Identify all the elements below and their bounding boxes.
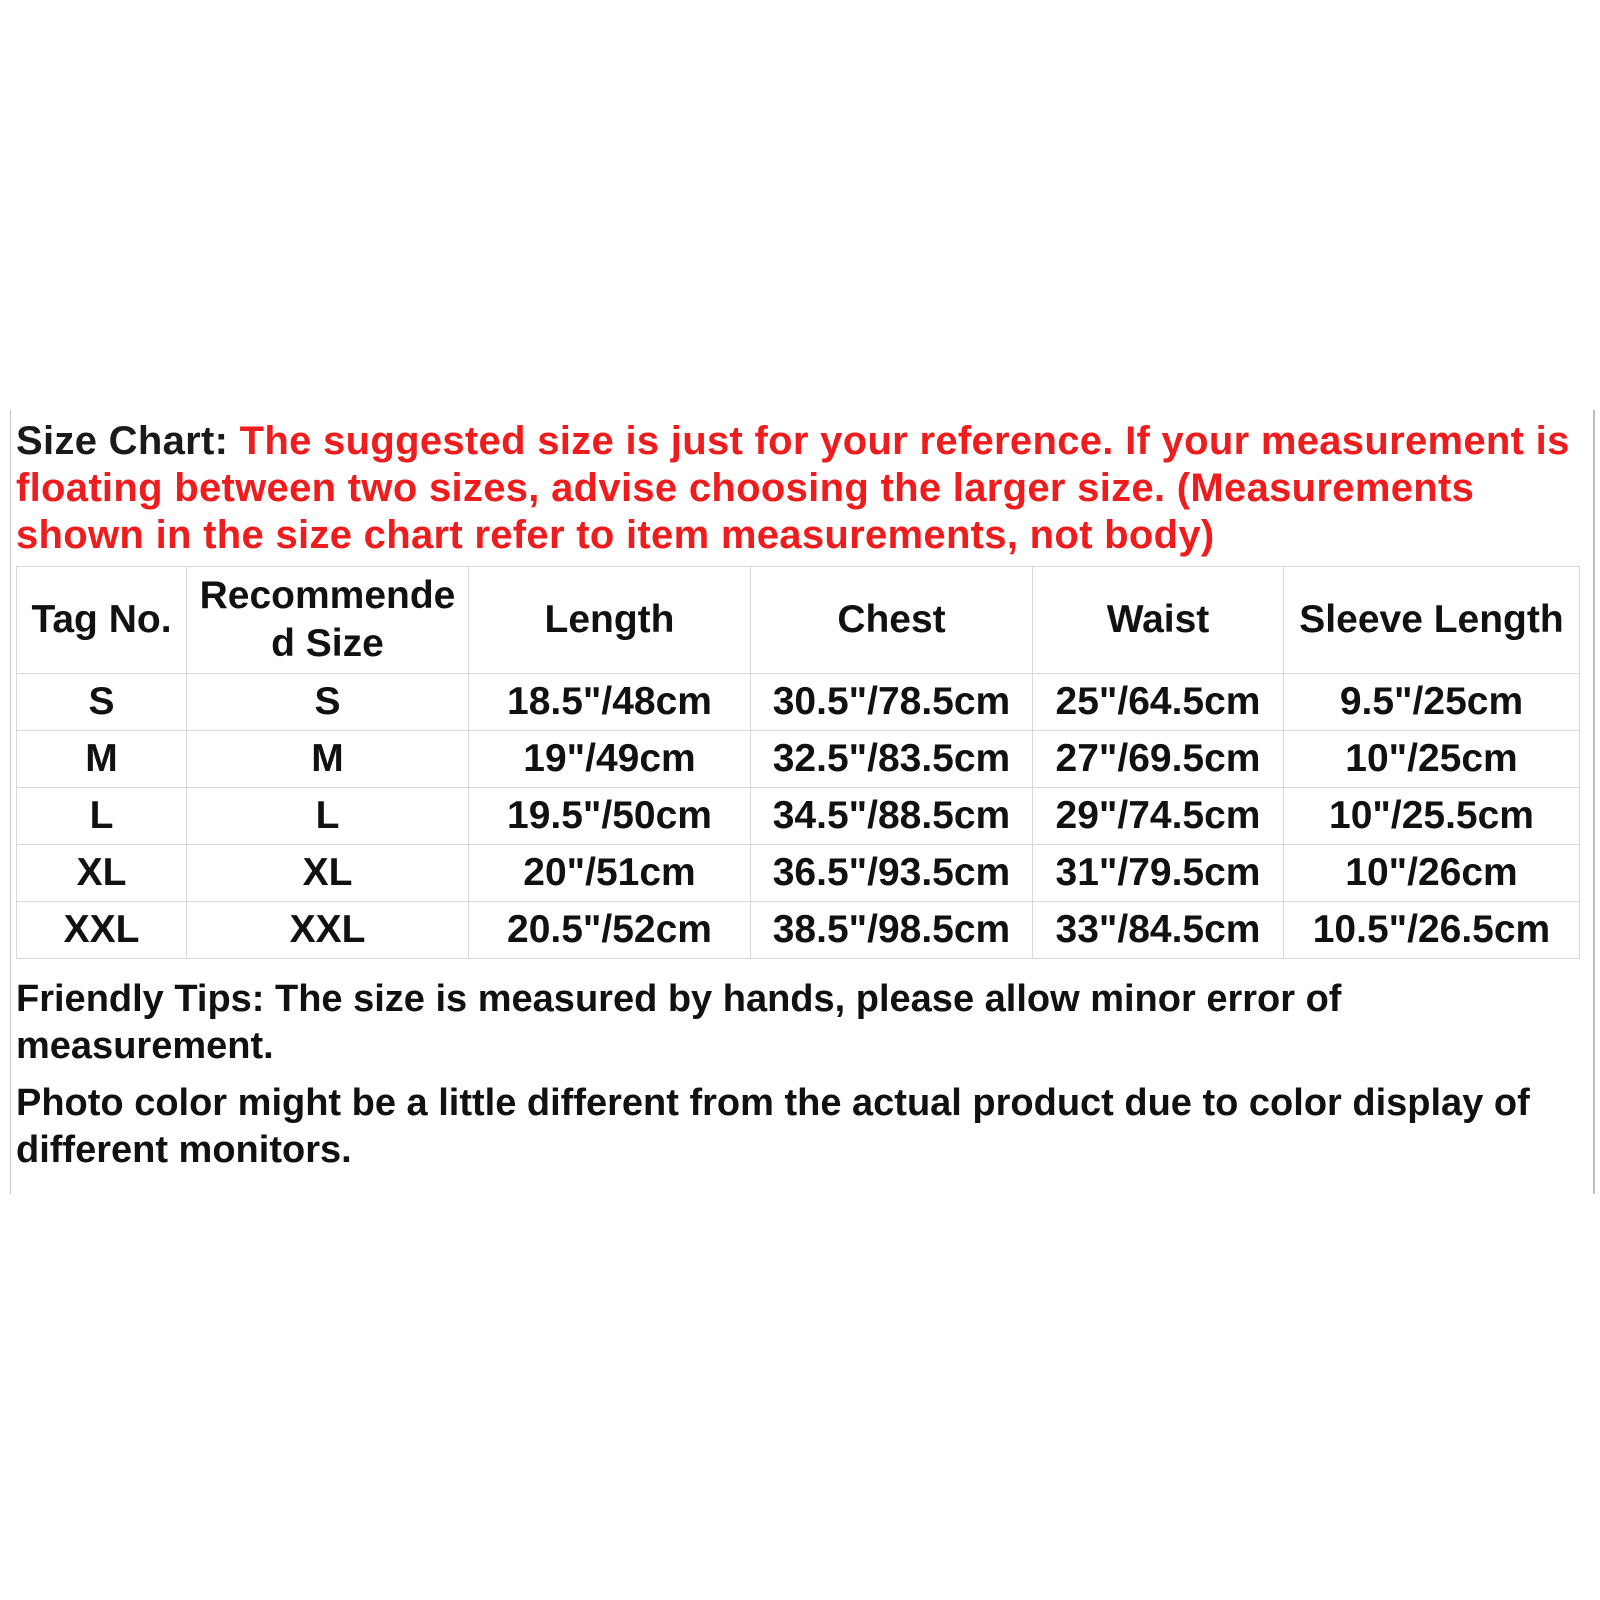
cell-waist: 29"/74.5cm bbox=[1033, 788, 1284, 845]
cell-waist: 25"/64.5cm bbox=[1033, 674, 1284, 731]
header-tag-no: Tag No. bbox=[17, 567, 187, 674]
cell-length: 20.5"/52cm bbox=[469, 902, 751, 959]
cell-chest: 32.5"/83.5cm bbox=[751, 731, 1033, 788]
cell-recommended: M bbox=[187, 731, 469, 788]
cell-length: 19"/49cm bbox=[469, 731, 751, 788]
table-row bbox=[17, 674, 1580, 731]
header-chest: Chest bbox=[751, 567, 1033, 674]
table-header-row bbox=[17, 567, 1580, 674]
cell-recommended: XXL bbox=[187, 902, 469, 959]
cell-length: 19.5"/50cm bbox=[469, 788, 751, 845]
header-sleeve-length: Sleeve Length bbox=[1284, 567, 1580, 674]
cell-recommended: L bbox=[187, 788, 469, 845]
header-recommended-size: Recommended Size bbox=[187, 567, 469, 674]
table-row bbox=[17, 845, 1580, 902]
size-chart-heading bbox=[16, 418, 1586, 559]
cell-tag: L bbox=[17, 788, 187, 845]
header-length: Length bbox=[469, 567, 751, 674]
cell-sleeve: 9.5"/25cm bbox=[1284, 674, 1580, 731]
cell-length: 18.5"/48cm bbox=[469, 674, 751, 731]
cell-waist: 31"/79.5cm bbox=[1033, 845, 1284, 902]
cell-tag: M bbox=[17, 731, 187, 788]
cell-chest: 38.5"/98.5cm bbox=[751, 902, 1033, 959]
table-row bbox=[17, 731, 1580, 788]
tips-section bbox=[16, 976, 1576, 1184]
cell-chest: 36.5"/93.5cm bbox=[751, 845, 1033, 902]
heading-label: Size Chart: bbox=[16, 419, 240, 463]
friendly-tips-text: Friendly Tips: The size is measured by hands, please allow minor error of measurement. bbox=[16, 978, 1342, 1067]
cell-chest: 34.5"/88.5cm bbox=[751, 788, 1033, 845]
cell-tag: XL bbox=[17, 845, 187, 902]
cell-length: 20"/51cm bbox=[469, 845, 751, 902]
heading-note: The suggested size is just for your reference. If your measurement is floating between two sizes, advise choosing the larger size. (Measurements shown in the size chart refer to item measurements, not body) bbox=[16, 419, 1570, 557]
cell-recommended: XL bbox=[187, 845, 469, 902]
cell-sleeve: 10"/25cm bbox=[1284, 731, 1580, 788]
cropped-text-line bbox=[16, 404, 346, 408]
photo-color-note: Photo color might be a little different from the actual product due to color display of different monitors. bbox=[16, 1082, 1530, 1171]
size-table-container bbox=[16, 566, 1580, 959]
cell-waist: 27"/69.5cm bbox=[1033, 731, 1284, 788]
size-table bbox=[16, 566, 1580, 959]
cell-sleeve: 10.5"/26.5cm bbox=[1284, 902, 1580, 959]
header-waist: Waist bbox=[1033, 567, 1284, 674]
cell-waist: 33"/84.5cm bbox=[1033, 902, 1284, 959]
cell-tag: XXL bbox=[17, 902, 187, 959]
cell-tag: S bbox=[17, 674, 187, 731]
cell-sleeve: 10"/26cm bbox=[1284, 845, 1580, 902]
table-row bbox=[17, 788, 1580, 845]
cell-sleeve: 10"/25.5cm bbox=[1284, 788, 1580, 845]
cell-chest: 30.5"/78.5cm bbox=[751, 674, 1033, 731]
cell-recommended: S bbox=[187, 674, 469, 731]
table-row bbox=[17, 902, 1580, 959]
